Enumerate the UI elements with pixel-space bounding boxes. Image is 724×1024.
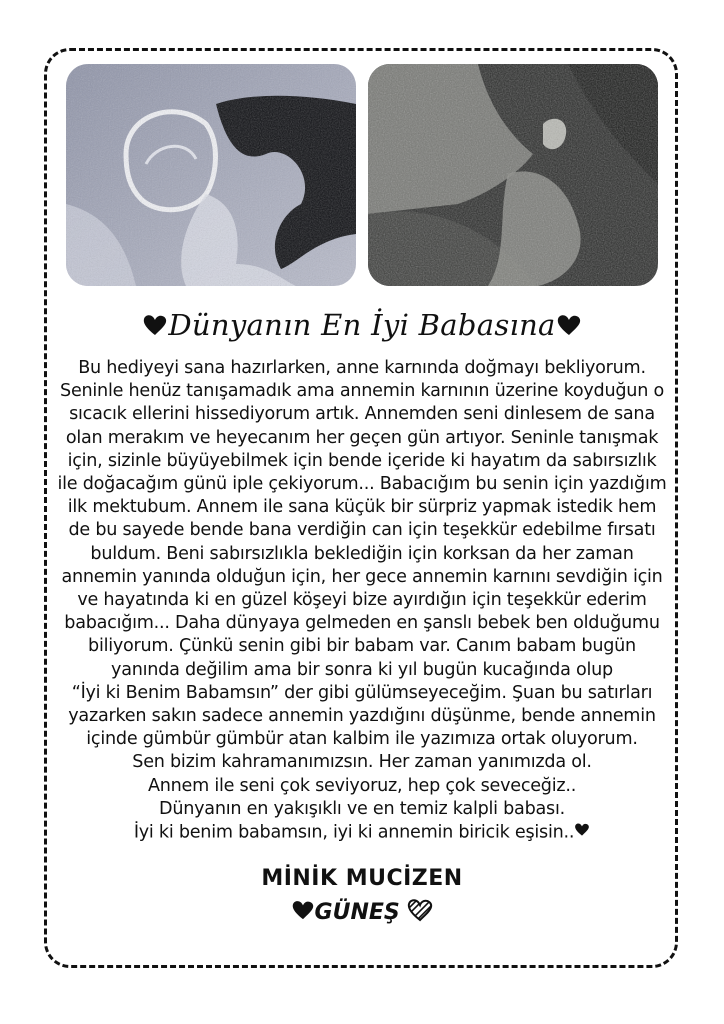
letter-line: yazarken sakın sadece annemin yazdığını düşünme, bende annemin bbox=[68, 706, 656, 727]
letter-line: ve hayatında ki en güzel köşeyi bize ayırdığın için teşekkür ederim bbox=[77, 590, 647, 611]
signature-line-2 bbox=[0, 898, 724, 928]
letter-line: yanında değilim ama bir sonra ki yıl bugün kucağında olup bbox=[111, 659, 613, 680]
letter-line: ile doğacağım günü iple çekiyorum... Babacığım bu senin için yazdığım bbox=[57, 474, 667, 495]
letter-line: için, sizinle büyüyebilmek için bende içeride ki hayatım da sabırsızlık bbox=[67, 450, 657, 471]
letter-line: olan merakım ve heyecanım her geçen gün artıyor. Seninle tanışmak bbox=[65, 427, 659, 448]
letter-line: Annem ile seni çok seviyoruz, hep çok seveceğiz.. bbox=[147, 775, 577, 796]
letter-line: Sen bizim kahramanımızsın. Her zaman yanımızda ol. bbox=[132, 752, 592, 773]
heart-icon bbox=[142, 310, 168, 344]
heart-icon bbox=[291, 899, 315, 927]
heart-icon bbox=[574, 821, 590, 844]
ultrasound-image-right bbox=[368, 64, 658, 286]
heart-icon bbox=[556, 310, 582, 344]
letter-line-last bbox=[52, 821, 672, 845]
signature-line-1: MİNİK MUCİZEN bbox=[261, 866, 463, 891]
letter-line: de bu sayede bende bana verdiğin can için teşekkür edebilme fırsatı bbox=[68, 520, 656, 541]
letter-line: “İyi ki Benim Babamsın” der gibi gülümseyeceğim. Şuan bu satırları bbox=[71, 682, 653, 703]
letter-line: içinde gümbür gümbür atan kalbim ile yazımıza ortak oluyorum. bbox=[86, 729, 638, 750]
letter-line: annemin yanında olduğun için, her gece annemin karnını sevdiğin için bbox=[61, 566, 663, 587]
letter-line: ilk mektubum. Annem ile sana küçük bir sürpriz yapmak istedik hem bbox=[67, 497, 657, 518]
letter-line: Bu hediyeyi sana hazırlarken, anne karnında doğmayı bekliyorum. bbox=[78, 358, 646, 378]
signature-name: GÜNEŞ bbox=[314, 900, 400, 925]
letter-line-text: İyi ki benim babamsın, iyi ki annemin biricik eşisin.. bbox=[133, 822, 575, 843]
title-text: Dünyanın En İyi Babasına bbox=[168, 308, 556, 342]
letter-line: biliyorum. Çünkü senin gibi bir babam var. Canım babam bugün bbox=[88, 636, 636, 657]
letter-title bbox=[0, 308, 724, 344]
letter-line: Dünyanın en yakışıklı ve en temiz kalpli babası. bbox=[159, 798, 565, 819]
letter-body bbox=[52, 357, 672, 845]
ultrasound-image-left bbox=[66, 64, 356, 286]
letter-line: Seninle henüz tanışamadık ama annemin karnının üzerine koyduğun o bbox=[60, 381, 664, 402]
letter-line: buldum. Beni sabırsızlıkla beklediğin için korksan da her zaman bbox=[90, 543, 634, 564]
letter-line: babacığım... Daha dünyaya gelmeden en şanslı bebek ben olduğumu bbox=[64, 613, 660, 634]
letter-line: sıcacık ellerini hissediyorum artık. Annemden seni dinlesem de sana bbox=[69, 404, 655, 425]
striped-heart-icon bbox=[407, 898, 433, 928]
